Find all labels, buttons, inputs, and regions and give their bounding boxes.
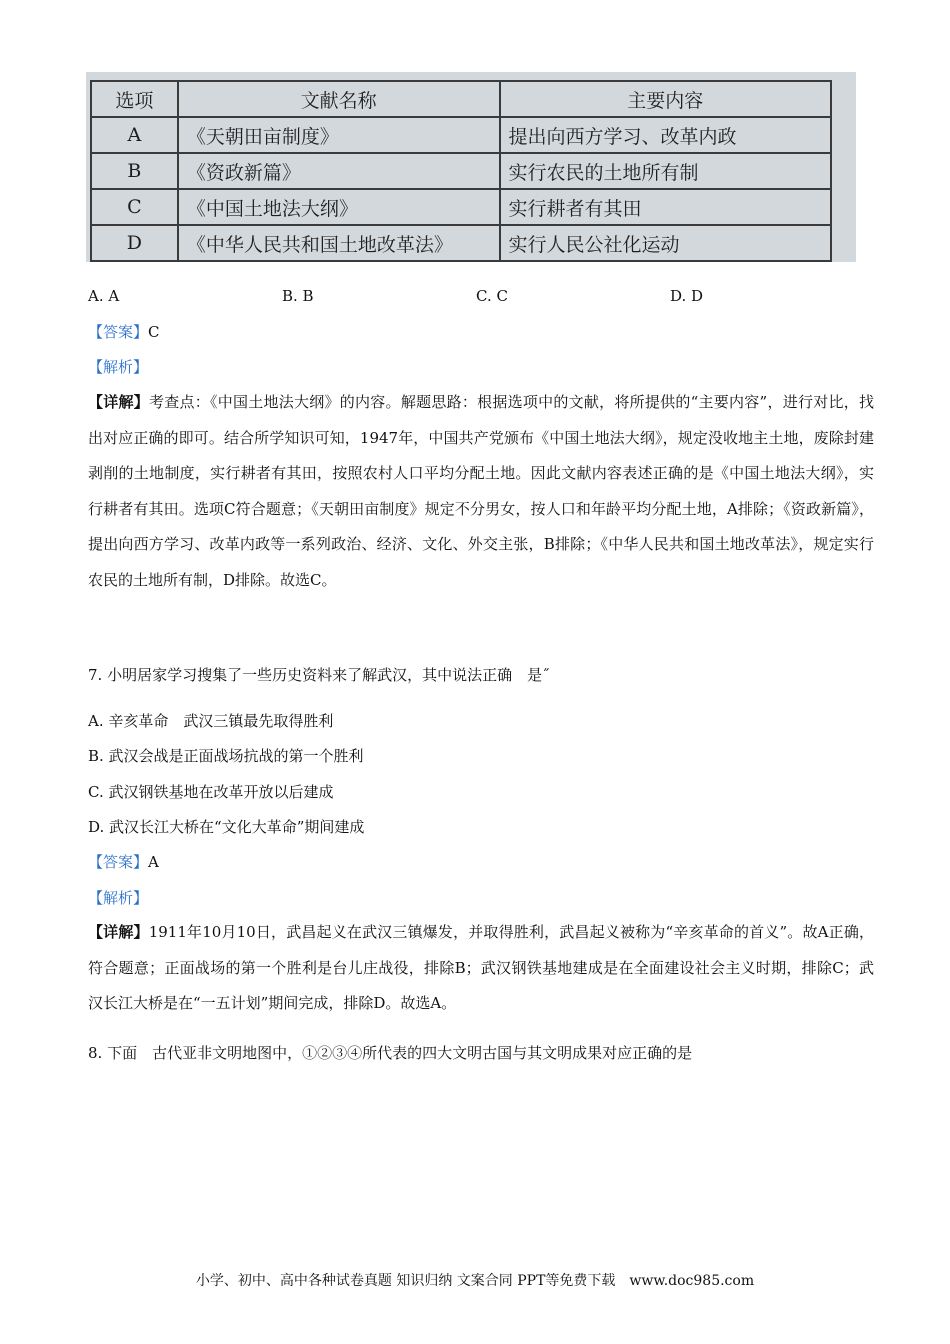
header-content: 主要内容 [500,81,831,117]
q7-option-a: A. 辛亥革命 武汉三镇最先取得胜利 [88,712,334,730]
cell-content: 实行人民公社化运动 [500,225,831,261]
cell-option: A [91,117,178,153]
cell-document: 《中国土地法大纲》 [178,189,500,225]
cell-option: C [91,189,178,225]
answer-value: C [148,323,160,341]
page-footer: 小学、初中、高中各种试卷真题 知识归纳 文案合同 PPT等免费下载 www.doc985.com [195,1273,755,1289]
q7-option-d: D. 武汉长江大桥在“文化大革命”期间建成 [88,818,365,836]
q8-question: 8. 下面 古代亚非文明地图中，①②③④所代表的四大文明古国与其文明成果对应正确的是 [88,1044,693,1062]
cell-content: 提出向西方学习、改革内政 [500,117,831,153]
q7-option-b: B. 武汉会战是正面战场抗战的第一个胜利 [88,747,364,765]
header-document: 文献名称 [178,81,500,117]
literature-table [90,80,832,262]
q7-analysis-label: 【解析】 [88,889,149,907]
table-row [91,189,831,225]
cell-document: 《中华人民共和国土地改革法》 [178,225,500,261]
detail-label: 【详解】 [88,393,150,411]
q6-option-c: C. C [476,287,508,305]
q6-detail [88,385,874,598]
answer-label: 【答案】 [88,323,149,341]
detail-label: 【详解】 [88,923,149,941]
q6-option-d: D. D [670,287,704,305]
q6-option-b: B. B [282,287,314,305]
answer-label: 【答案】 [88,853,149,871]
q7-option-c: C. 武汉钢铁基地在改革开放以后建成 [88,783,334,801]
cell-document: 《资政新篇》 [178,153,500,189]
cell-option: B [91,153,178,189]
literature-table-image [86,72,856,262]
q7-question: 7. 小明居家学习搜集了一些历史资料来了解武汉，其中说法正确 是˝ [88,666,550,684]
header-option: 选项 [91,81,178,117]
answer-value: A [148,853,159,871]
cell-content: 实行农民的土地所有制 [500,153,831,189]
table-row [91,153,831,189]
detail-text: 1911年10月10日，武昌起义在武汉三镇爆发，并取得胜利，武昌起义被称为“辛亥革命的首义”。故A正确，符合题意；正面战场的第一个胜利是台儿庄战役，排除B；武汉钢铁基地建成是在全面建设社会主义时期，排除C；武汉长江大桥是在“一五计划”期间完成，排除D。故选A。 [88,923,874,1012]
detail-text: 考查点：《中国土地法大纲》的内容。解题思路：根据选项中的文献，将所提供的“主要内容”，进行对比，找出对应正确的即可。结合所学知识可知，1947年，中国共产党颁布《中国土地法大纲》，规定没收地主土地，废除封建剥削的土地制度，实行耕者有其田，按照农村人口平均分配土地。因此文献内容表述正确的是《中国土地法大纲》，实行耕者有其田。选项C符合题意；《天朝田亩制度》规定不分男女，按人口和年龄平均分配土地，A排除；《资政新篇》，提出向西方学习、改革内政等一系列政治、经济、文化、外交主张，B排除；《中华人民共和国土地改革法》，规定实行农民的土地所有制，D排除。故选C。 [88,393,874,589]
q6-option-a: A. A [88,287,120,305]
cell-option: D [91,225,178,261]
table-header-row [91,81,831,117]
table-row [91,225,831,261]
q6-answer [88,322,160,342]
cell-content: 实行耕者有其田 [500,189,831,225]
table-row [91,117,831,153]
q7-answer [88,852,159,872]
q7-detail [88,915,874,1022]
q6-analysis-label: 【解析】 [88,358,149,376]
cell-document: 《天朝田亩制度》 [178,117,500,153]
